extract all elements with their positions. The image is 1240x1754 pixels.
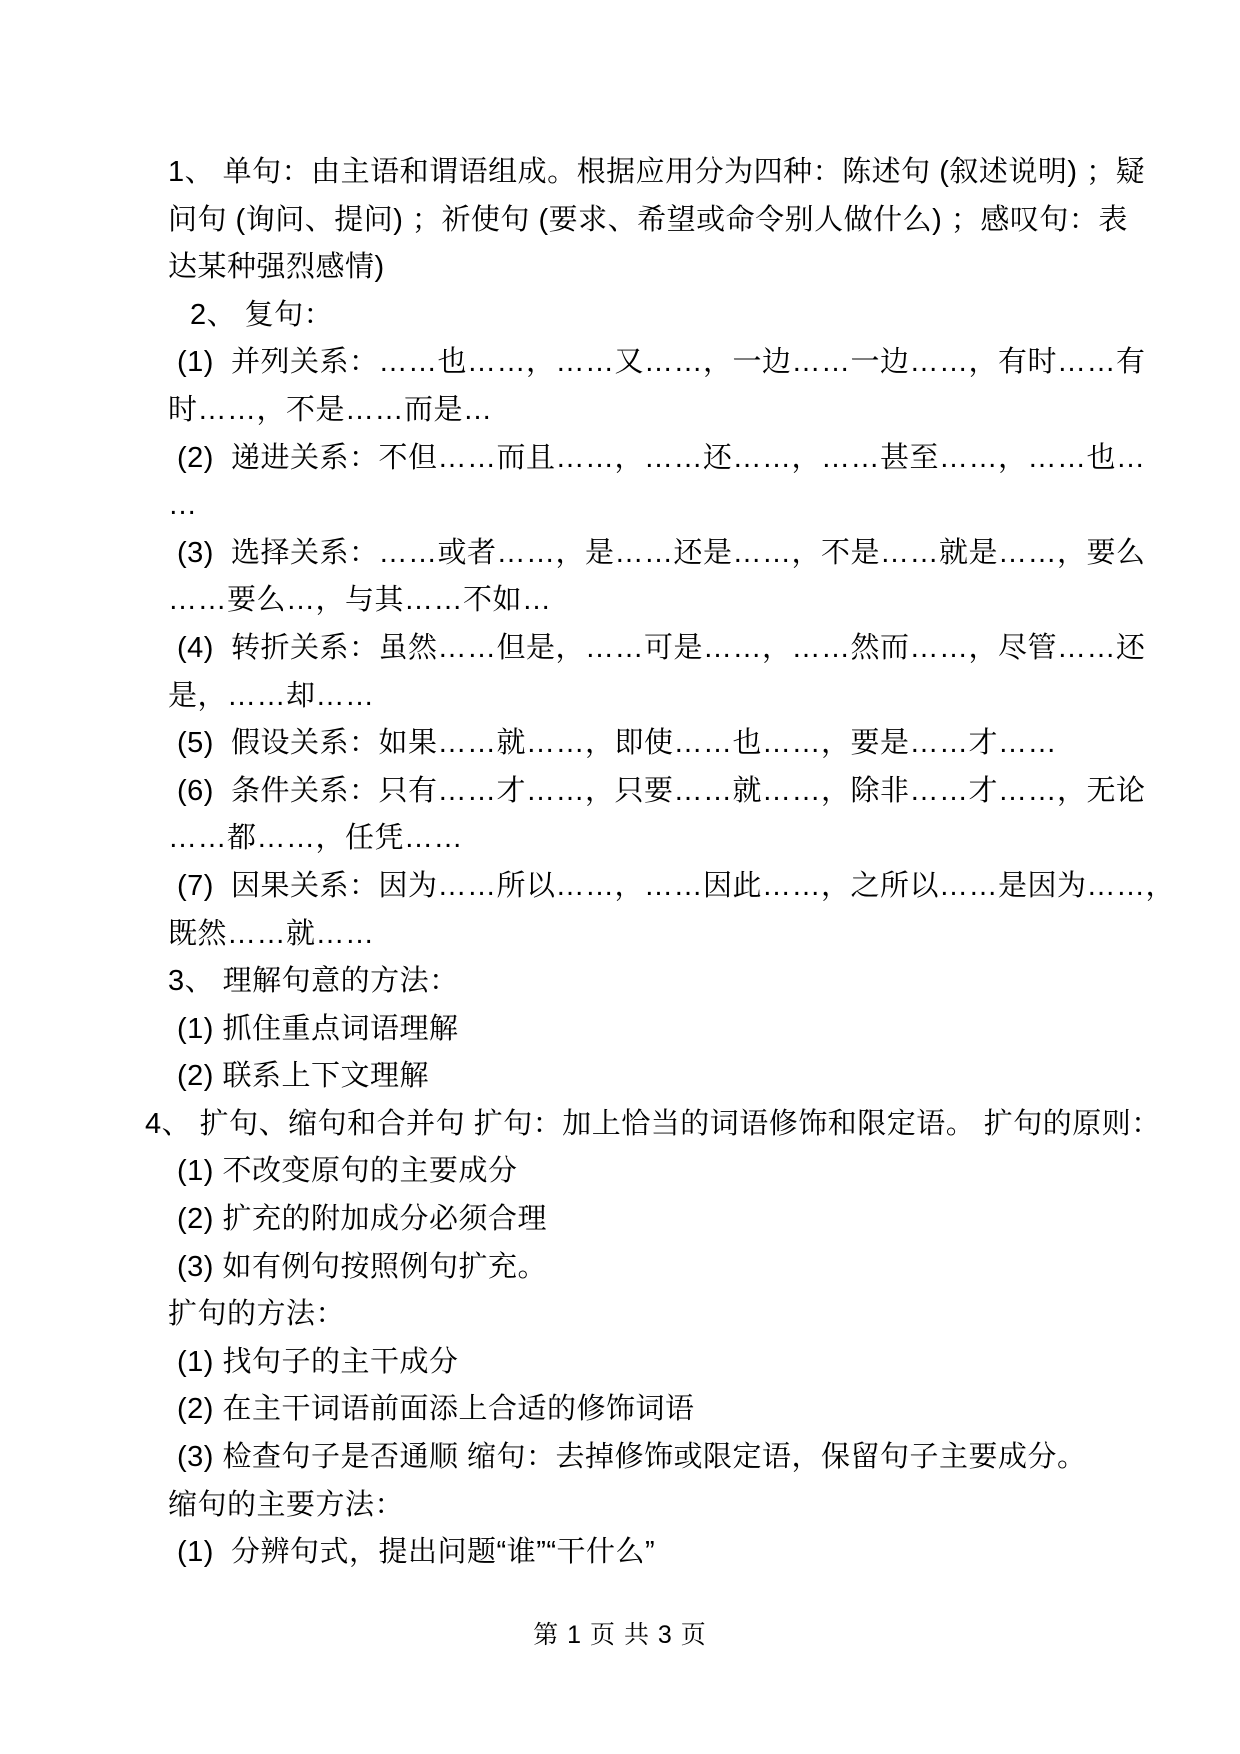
- text-line: (1) 不改变原句的主要成分: [177, 1155, 518, 1188]
- text-line: ……要么…，与其……不如…: [168, 584, 552, 617]
- text-line: 1、 单句：由主语和谓语组成。根据应用分为四种：陈述句 (叙述说明) ；疑: [168, 156, 1146, 188]
- text-line: (3) 检查句子是否通顺 缩句：去掉修饰或限定语，保留句子主要成分。: [177, 1441, 1087, 1474]
- text-line: ……都……，任凭……: [168, 822, 464, 855]
- text-line: (1) 找句子的主干成分: [177, 1345, 459, 1378]
- text-line: 3、 理解句意的方法：: [168, 965, 459, 998]
- page-footer: 第 1 页 共 3 页: [533, 1621, 707, 1649]
- text-line: (1) 抓住重点词语理解: [177, 1012, 459, 1045]
- text-line: 问句 (询问、提问) ；祈使句 (要求、希望或命令别人做什么) ；感叹句：表: [168, 203, 1128, 236]
- text-line: (4) 转折关系：虽然……但是，……可是……，……然而……，尽管……还: [177, 631, 1146, 664]
- text-line: (1) 并列关系：……也……，……又……，一边……一边……，有时……有: [177, 346, 1146, 379]
- text-line: 2、 复句：: [190, 298, 334, 331]
- text-line: (5) 假设关系：如果……就……，即使……也……，要是……才……: [177, 727, 1058, 760]
- text-line: 4、 扩句、缩句和合并句 扩句：加上恰当的词语修饰和限定语。 扩句的原则：: [145, 1107, 1161, 1140]
- text-line: (1) 分辨句式，提出问题“谁”“干什么”: [177, 1536, 656, 1569]
- text-line: 缩句的主要方法：: [168, 1488, 405, 1521]
- document-body: [145, 149, 1176, 1577]
- text-line: (2) 扩充的附加成分必须合理: [177, 1203, 548, 1236]
- text-line: 达某种强烈感情): [168, 251, 385, 284]
- text-line: (7) 因果关系：因为……所以……，……因此……，之所以……是因为……，: [177, 869, 1176, 902]
- text-line: (2) 递进关系：不但……而且……，……还……，……甚至……，……也…: [177, 441, 1146, 474]
- text-line: (3) 选择关系：……或者……，是……还是……，不是……就是……，要么: [177, 536, 1146, 569]
- text-line: (3) 如有例句按照例句扩充。: [177, 1250, 548, 1283]
- text-line: 扩句的方法：: [168, 1298, 346, 1331]
- text-line: (2) 在主干词语前面添上合适的修饰词语: [177, 1393, 695, 1426]
- text-line: (2) 联系上下文理解: [177, 1060, 430, 1093]
- text-line: 时……，不是……而是…: [168, 393, 493, 426]
- text-line: …: [168, 489, 198, 522]
- text-line: (6) 条件关系：只有……才……，只要……就……，除非……才……，无论: [177, 774, 1146, 807]
- text-line: 既然……就……: [168, 917, 375, 950]
- text-line: 是，……却……: [168, 679, 375, 712]
